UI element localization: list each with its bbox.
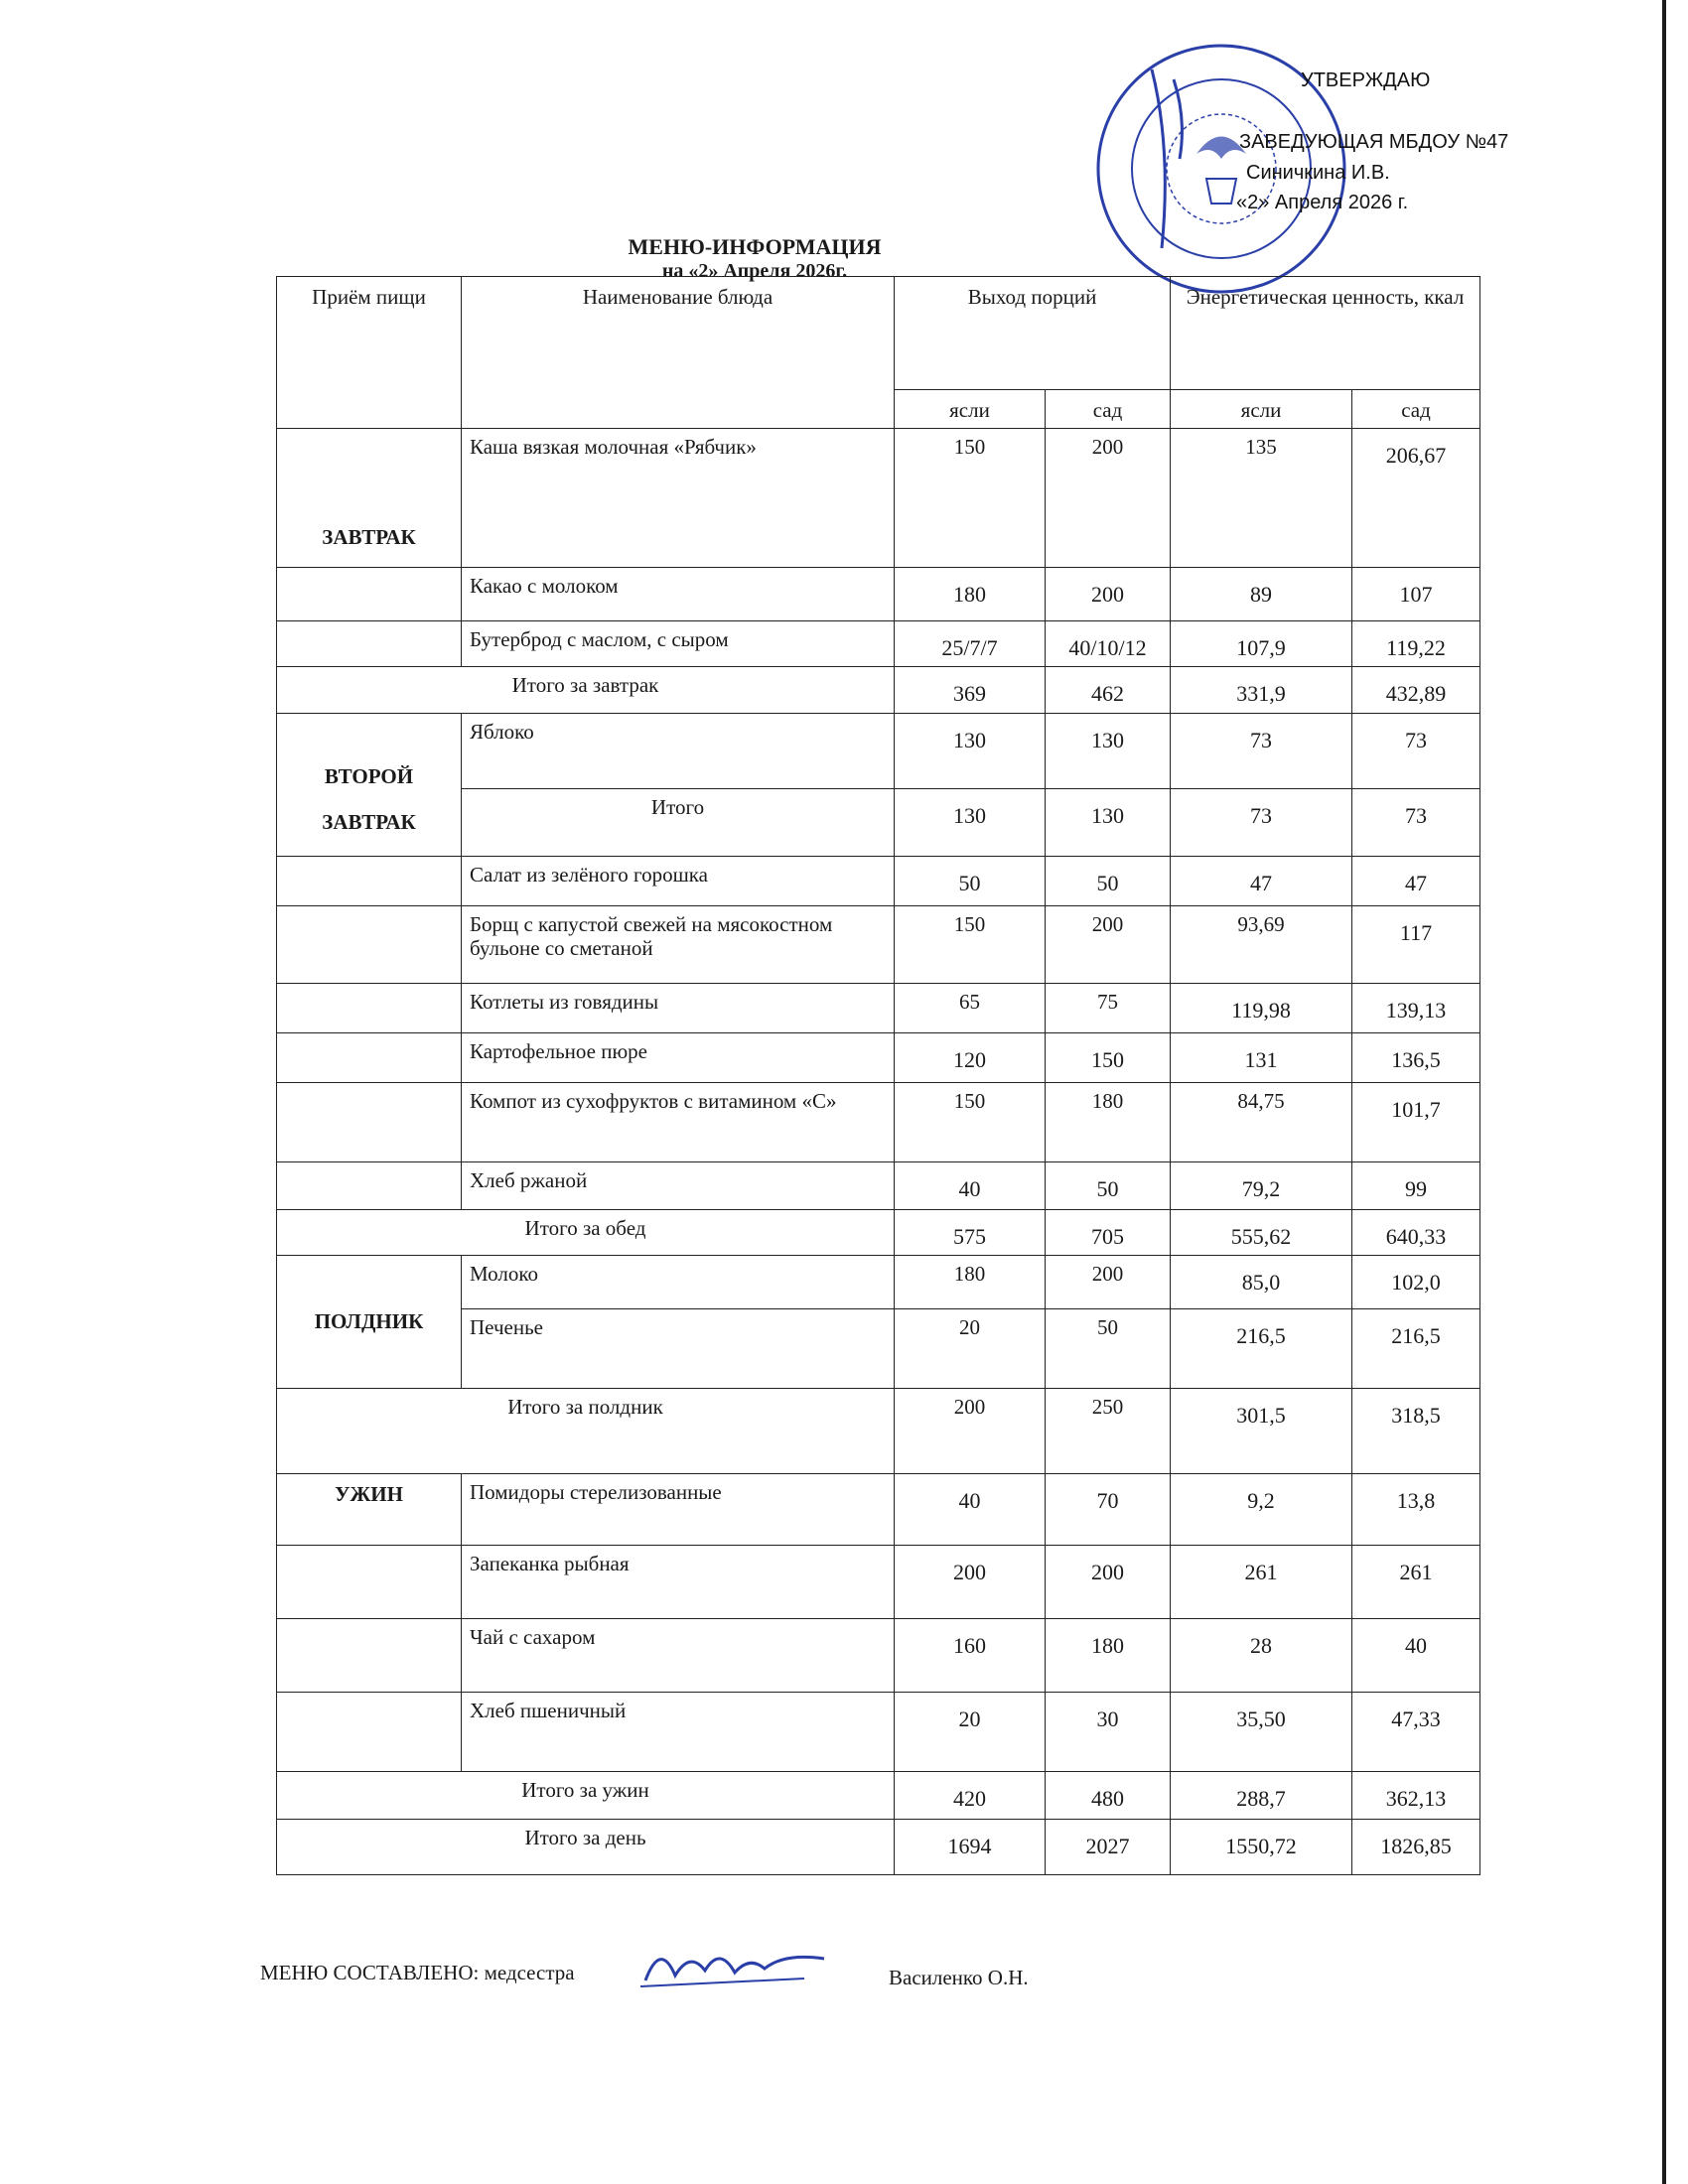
table-row: [277, 856, 1480, 905]
portion-nursery: 20: [895, 1693, 1046, 1772]
table-row: [277, 621, 1480, 667]
energy-nursery: 261: [1171, 1546, 1352, 1619]
energy-nursery: 1550,72: [1171, 1820, 1352, 1875]
portion-garden: 180: [1046, 1082, 1171, 1161]
portion-nursery: 50: [895, 856, 1046, 905]
meal-cell-empty: [277, 983, 462, 1032]
portion-garden: 50: [1046, 1161, 1171, 1209]
header-garden-energy: сад: [1352, 390, 1480, 429]
portion-garden: 250: [1046, 1389, 1171, 1474]
energy-nursery: 73: [1171, 788, 1352, 856]
page-date: на «2» Апреля 2026г.: [661, 260, 848, 282]
energy-garden: 206,67: [1352, 429, 1480, 568]
portion-nursery: 180: [895, 1256, 1046, 1309]
table-row-total: [277, 1772, 1480, 1820]
table-row-total: [277, 1209, 1480, 1255]
energy-garden: 99: [1352, 1161, 1480, 1209]
approval-line-4: «2» Апреля 2026 г.: [1236, 192, 1409, 213]
table-row: [277, 1693, 1480, 1772]
portion-nursery: 420: [895, 1772, 1046, 1820]
portion-garden: 480: [1046, 1772, 1171, 1820]
portion-garden: 462: [1046, 667, 1171, 713]
portion-nursery: 160: [895, 1619, 1046, 1693]
energy-nursery: 84,75: [1171, 1082, 1352, 1161]
portion-nursery: 40: [895, 1161, 1046, 1209]
table-row: [277, 983, 1480, 1032]
footer-composed: МЕНЮ СОСТАВЛЕНО: медсестра: [260, 1961, 575, 1984]
energy-nursery: 216,5: [1171, 1309, 1352, 1389]
portion-garden: 40/10/12: [1046, 621, 1171, 667]
portion-garden: 50: [1046, 1309, 1171, 1389]
header-nursery-portions: ясли: [895, 390, 1046, 429]
energy-garden: 119,22: [1352, 621, 1480, 667]
total-label: Итого за завтрак: [277, 667, 895, 713]
energy-nursery: 93,69: [1171, 905, 1352, 983]
dish-name: Помидоры стерелизованные: [462, 1474, 895, 1546]
header-nursery-energy: ясли: [1171, 390, 1352, 429]
table-row-total: [277, 1389, 1480, 1474]
portion-garden: 75: [1046, 983, 1171, 1032]
portion-nursery: 1694: [895, 1820, 1046, 1875]
table-row: [277, 1161, 1480, 1209]
table-row: [277, 713, 1480, 788]
meal-breakfast: ЗАВТРАК: [277, 429, 462, 568]
portion-garden: 200: [1046, 905, 1171, 983]
header-dish: Наименование блюда: [462, 277, 895, 429]
dish-name: Котлеты из говядины: [462, 983, 895, 1032]
portion-garden: 200: [1046, 1256, 1171, 1309]
header-energy: Энергетическая ценность, ккал: [1171, 277, 1480, 390]
energy-nursery: 85,0: [1171, 1256, 1352, 1309]
table-row: [277, 1546, 1480, 1619]
portion-nursery: 150: [895, 905, 1046, 983]
meal-cell-empty: [277, 1619, 462, 1693]
dish-name: Каша вязкая молочная «Рябчик»: [462, 429, 895, 568]
meal-second-breakfast-line2: ЗАВТРАК: [322, 809, 416, 834]
energy-garden: 136,5: [1352, 1032, 1480, 1082]
energy-nursery: 288,7: [1171, 1772, 1352, 1820]
meal-cell-empty: [277, 1082, 462, 1161]
portion-nursery: 575: [895, 1209, 1046, 1255]
portion-garden: 200: [1046, 1546, 1171, 1619]
energy-garden: 139,13: [1352, 983, 1480, 1032]
menu-table: [276, 276, 1480, 1875]
meal-cell-empty: [277, 621, 462, 667]
energy-garden: 1826,85: [1352, 1820, 1480, 1875]
portion-garden: 705: [1046, 1209, 1171, 1255]
energy-garden: 47: [1352, 856, 1480, 905]
energy-nursery: 79,2: [1171, 1161, 1352, 1209]
portion-nursery: 200: [895, 1389, 1046, 1474]
portion-garden: 70: [1046, 1474, 1171, 1546]
total-label: Итого за ужин: [277, 1772, 895, 1820]
energy-garden: 73: [1352, 713, 1480, 788]
total-label: Итого за полдник: [277, 1389, 895, 1474]
energy-nursery: 28: [1171, 1619, 1352, 1693]
table-row: [277, 1474, 1480, 1546]
energy-garden: 107: [1352, 568, 1480, 621]
portion-garden: 150: [1046, 1032, 1171, 1082]
approval-line-3: Синичкина И.В.: [1246, 162, 1390, 184]
dish-name: Салат из зелёного горошка: [462, 856, 895, 905]
energy-nursery: 73: [1171, 713, 1352, 788]
dish-name: Картофельное пюре: [462, 1032, 895, 1082]
energy-garden: 432,89: [1352, 667, 1480, 713]
energy-garden: 73: [1352, 788, 1480, 856]
portion-garden: 200: [1046, 429, 1171, 568]
portion-nursery: 65: [895, 983, 1046, 1032]
dish-name: Борщ с капустой свежей на мясокостном бульоне со сметаной: [462, 905, 895, 983]
approval-line-1: УТВЕРЖДАЮ: [1301, 69, 1431, 91]
meal-second-breakfast: [277, 713, 462, 856]
energy-garden: 261: [1352, 1546, 1480, 1619]
approval-line-2: ЗАВЕДУЮЩАЯ МБДОУ №47: [1239, 131, 1509, 153]
energy-garden: 47,33: [1352, 1693, 1480, 1772]
energy-nursery: 35,50: [1171, 1693, 1352, 1772]
table-row: [277, 1619, 1480, 1693]
meal-cell-empty: [277, 905, 462, 983]
total-label: Итого: [462, 788, 895, 856]
meal-cell-empty: [277, 856, 462, 905]
energy-garden: 216,5: [1352, 1309, 1480, 1389]
energy-garden: 640,33: [1352, 1209, 1480, 1255]
table-row: [277, 905, 1480, 983]
meal-cell-empty: [277, 1032, 462, 1082]
nurse-name: Василенко О.Н.: [889, 1966, 1029, 1989]
energy-garden: 117: [1352, 905, 1480, 983]
portion-nursery: 369: [895, 667, 1046, 713]
portion-garden: 50: [1046, 856, 1171, 905]
energy-nursery: 89: [1171, 568, 1352, 621]
portion-nursery: 25/7/7: [895, 621, 1046, 667]
table-row: [277, 429, 1480, 568]
dish-name: Хлеб ржаной: [462, 1161, 895, 1209]
meal-snack: ПОЛДНИК: [277, 1256, 462, 1389]
dish-name: Чай с сахаром: [462, 1619, 895, 1693]
energy-nursery: 9,2: [1171, 1474, 1352, 1546]
dish-name: Бутерброд с маслом, с сыром: [462, 621, 895, 667]
portion-nursery: 200: [895, 1546, 1046, 1619]
page-title: МЕНЮ-ИНФОРМАЦИЯ: [628, 234, 882, 259]
dish-name: Молоко: [462, 1256, 895, 1309]
portion-nursery: 130: [895, 713, 1046, 788]
energy-nursery: 47: [1171, 856, 1352, 905]
meal-dinner: УЖИН: [277, 1474, 462, 1546]
portion-nursery: 20: [895, 1309, 1046, 1389]
dish-name: Какао с молоком: [462, 568, 895, 621]
portion-nursery: 180: [895, 568, 1046, 621]
portion-nursery: 150: [895, 1082, 1046, 1161]
energy-garden: 40: [1352, 1619, 1480, 1693]
portion-nursery: 130: [895, 788, 1046, 856]
table-row: [277, 1032, 1480, 1082]
scan-edge: [1662, 0, 1666, 2184]
energy-nursery: 107,9: [1171, 621, 1352, 667]
total-label: Итого за день: [277, 1820, 895, 1875]
meal-cell-empty: [277, 1693, 462, 1772]
portion-nursery: 150: [895, 429, 1046, 568]
energy-garden: 101,7: [1352, 1082, 1480, 1161]
energy-nursery: 301,5: [1171, 1389, 1352, 1474]
energy-nursery: 119,98: [1171, 983, 1352, 1032]
meal-cell-empty: [277, 1546, 462, 1619]
header-portions: Выход порций: [895, 277, 1171, 390]
portion-garden: 30: [1046, 1693, 1171, 1772]
portion-garden: 2027: [1046, 1820, 1171, 1875]
dish-name: Компот из сухофруктов с витамином «С»: [462, 1082, 895, 1161]
signature: [635, 1931, 834, 2000]
dish-name: Яблоко: [462, 713, 895, 788]
dish-name: Печенье: [462, 1309, 895, 1389]
table-row: [277, 1256, 1480, 1309]
energy-nursery: 131: [1171, 1032, 1352, 1082]
energy-nursery: 331,9: [1171, 667, 1352, 713]
total-label: Итого за обед: [277, 1209, 895, 1255]
energy-garden: 318,5: [1352, 1389, 1480, 1474]
energy-nursery: 555,62: [1171, 1209, 1352, 1255]
energy-garden: 102,0: [1352, 1256, 1480, 1309]
portion-garden: 200: [1046, 568, 1171, 621]
table-row: [277, 568, 1480, 621]
table-row: [277, 1082, 1480, 1161]
portion-garden: 180: [1046, 1619, 1171, 1693]
header-garden-portions: сад: [1046, 390, 1171, 429]
portion-nursery: 40: [895, 1474, 1046, 1546]
portion-garden: 130: [1046, 788, 1171, 856]
meal-second-breakfast-line1: ВТОРОЙ: [324, 763, 414, 788]
meal-cell-empty: [277, 1161, 462, 1209]
table-row-total: [277, 667, 1480, 713]
portion-nursery: 120: [895, 1032, 1046, 1082]
table-row-total: [277, 1820, 1480, 1875]
energy-nursery: 135: [1171, 429, 1352, 568]
header-meal: Приём пищи: [277, 277, 462, 429]
meal-cell-empty: [277, 568, 462, 621]
dish-name: Запеканка рыбная: [462, 1546, 895, 1619]
portion-garden: 130: [1046, 713, 1171, 788]
dish-name: Хлеб пшеничный: [462, 1693, 895, 1772]
energy-garden: 362,13: [1352, 1772, 1480, 1820]
energy-garden: 13,8: [1352, 1474, 1480, 1546]
